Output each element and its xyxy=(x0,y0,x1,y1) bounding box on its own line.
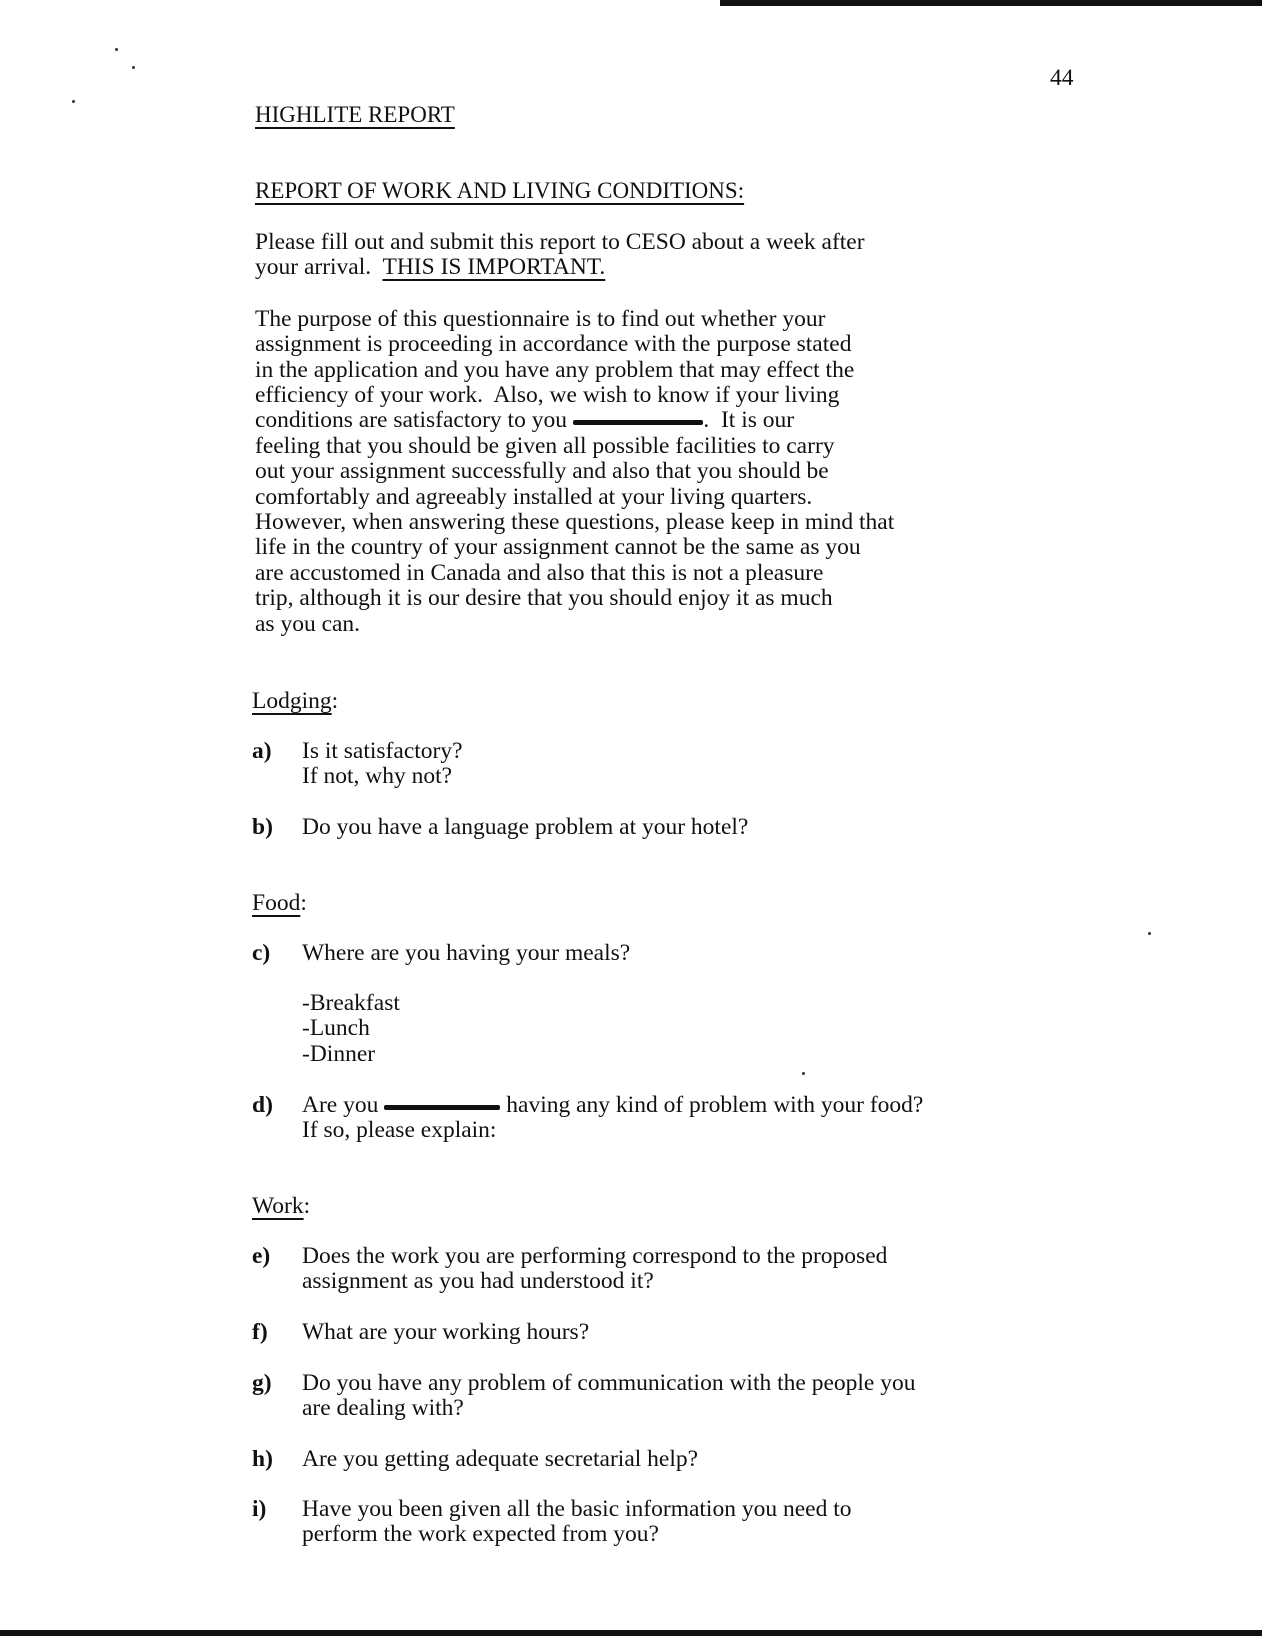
question-e xyxy=(252,1244,887,1270)
question-marker: b) xyxy=(252,814,273,840)
food-heading: Food: xyxy=(252,890,307,916)
question-marker: g) xyxy=(252,1370,272,1396)
scan-edge-top xyxy=(720,0,1262,6)
question-i xyxy=(252,1497,851,1523)
question-text: having any kind of problem with your food? xyxy=(500,1092,924,1118)
scan-speck xyxy=(72,100,75,103)
purpose-line xyxy=(255,408,794,434)
question-marker: h) xyxy=(252,1446,273,1472)
question-e-line2: assignment as you had understood it? xyxy=(302,1268,654,1294)
question-d-line2: If so, please explain: xyxy=(302,1117,497,1143)
purpose-line: are accustomed in Canada and also that this is not a pleasure xyxy=(255,560,824,586)
purpose-line: trip, although it is our desire that you should enjoy it as much xyxy=(255,585,833,611)
question-i-line2: perform the work expected from you? xyxy=(302,1521,659,1547)
section-heading-text: Food xyxy=(252,890,301,916)
instructions-line xyxy=(255,255,605,281)
purpose-line: feeling that you should be given all possible facilities to carry xyxy=(255,433,835,459)
question-text: Does the work you are performing correspond to the proposed xyxy=(302,1243,888,1269)
question-text: Are you xyxy=(302,1092,385,1118)
form-title: REPORT OF WORK AND LIVING CONDITIONS: xyxy=(255,178,745,203)
question-text: Is it satisfactory? xyxy=(302,738,463,764)
question-text: Have you been given all the basic information you need to xyxy=(302,1496,852,1522)
purpose-line: assignment is proceeding in accordance with the purpose stated xyxy=(255,331,852,357)
question-h xyxy=(252,1447,698,1473)
question-marker: c) xyxy=(252,940,271,966)
section-heading-text: Lodging xyxy=(252,688,332,714)
question-a xyxy=(252,739,463,765)
struck-out-text xyxy=(573,408,704,434)
scan-speck xyxy=(115,48,118,51)
meal-item: -Dinner xyxy=(302,1041,376,1067)
question-c xyxy=(252,941,630,967)
scan-speck xyxy=(802,1072,805,1075)
purpose-line: However, when answering these questions, please keep in mind that xyxy=(255,509,895,535)
question-g xyxy=(252,1371,915,1397)
question-marker: f) xyxy=(252,1319,268,1345)
important-note: THIS IS IMPORTANT. xyxy=(382,254,606,280)
question-text: Do you have any problem of communication with the people you xyxy=(302,1370,916,1396)
scan-speck xyxy=(1148,932,1151,935)
question-text: Are you getting adequate secretarial help? xyxy=(302,1446,699,1472)
instructions-line: Please fill out and submit this report to CESO about a week after xyxy=(255,229,865,255)
question-marker: d) xyxy=(252,1092,273,1118)
purpose-text: conditions are satisfactory to you xyxy=(255,407,573,433)
meal-item: -Lunch xyxy=(302,1015,370,1041)
question-marker: e) xyxy=(252,1243,271,1269)
struck-out-text xyxy=(384,1093,500,1119)
purpose-line: in the application and you have any problem that may effect the xyxy=(255,357,855,383)
question-b xyxy=(252,815,748,841)
question-text: Do you have a language problem at your hotel? xyxy=(302,814,749,840)
purpose-line: as you can. xyxy=(255,611,361,637)
question-g-line2: are dealing with? xyxy=(302,1395,464,1421)
meal-item: -Breakfast xyxy=(302,990,400,1016)
work-heading: Work: xyxy=(252,1193,311,1219)
section-heading-text: Work xyxy=(252,1193,304,1219)
purpose-line: life in the country of your assignment cannot be the same as you xyxy=(255,534,861,560)
purpose-line: out your assignment successfully and also that you should be xyxy=(255,458,829,484)
question-a-line2: If not, why not? xyxy=(302,763,453,789)
scan-speck xyxy=(132,66,135,69)
question-marker: a) xyxy=(252,738,272,764)
purpose-text: . It is our xyxy=(703,407,795,433)
question-marker: i) xyxy=(252,1496,267,1522)
page-number: 44 xyxy=(1050,65,1074,91)
document-title: HIGHLITE REPORT xyxy=(255,102,455,127)
scan-edge-bottom xyxy=(0,1630,1262,1636)
question-text: What are your working hours? xyxy=(302,1319,590,1345)
question-d xyxy=(252,1093,923,1119)
question-f xyxy=(252,1320,589,1346)
question-text: Where are you having your meals? xyxy=(302,940,631,966)
instructions-text: your arrival. xyxy=(255,254,372,280)
purpose-line: The purpose of this questionnaire is to find out whether your xyxy=(255,306,826,332)
purpose-line: efficiency of your work. Also, we wish to know if your living xyxy=(255,382,840,408)
purpose-line: comfortably and agreeably installed at your living quarters. xyxy=(255,484,813,510)
lodging-heading: Lodging: xyxy=(252,688,339,714)
